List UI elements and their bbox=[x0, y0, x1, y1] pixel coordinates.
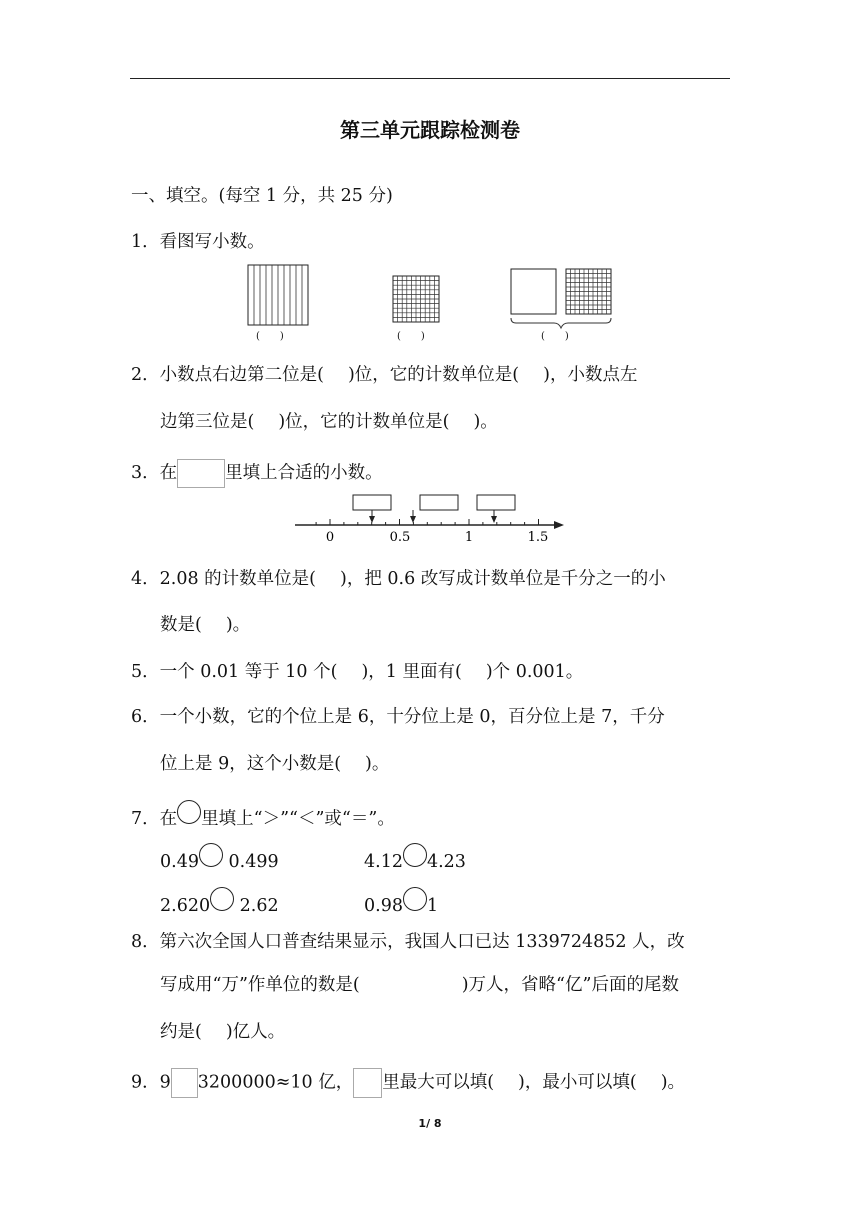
q8-text-b: )万人，省略“亿”后面的尾数 bbox=[461, 975, 679, 995]
q2-text-b: )位，它的计数单位是( bbox=[347, 365, 520, 385]
compare-left: 0.98 bbox=[364, 896, 403, 916]
q3-text-b: 里填上合适的小数。 bbox=[225, 463, 383, 483]
q4-text-d: )。 bbox=[225, 615, 251, 635]
q6-text-b: )。 bbox=[365, 754, 390, 774]
compare-left: 0.49 bbox=[160, 852, 199, 872]
q9-text-b: 3200000≈10 亿， bbox=[197, 1072, 354, 1093]
answer-box-3[interactable] bbox=[477, 495, 515, 510]
q4-text-a: 4．2.08 的计数单位是( bbox=[131, 569, 316, 589]
q9-text-a: 9．9 bbox=[131, 1072, 171, 1093]
compare-left: 2.620 bbox=[160, 896, 211, 916]
q2-text-d: 边第三位是( bbox=[160, 412, 255, 432]
q2-line1 bbox=[131, 363, 637, 387]
tick-label-3: 1.5 bbox=[527, 530, 549, 545]
q4-text-b: )，把 0.6 改写成计数单位是千分之一的小 bbox=[340, 569, 666, 589]
q2-text-a: 2．小数点右边第二位是( bbox=[131, 365, 324, 385]
q6-line2 bbox=[160, 752, 389, 776]
q1-text: 1．看图写小数。 bbox=[131, 232, 265, 252]
q9-text-c: 里最大可以填( bbox=[382, 1072, 495, 1093]
circle-icon bbox=[177, 800, 201, 824]
box-icon bbox=[177, 459, 225, 488]
q7-compare-2 bbox=[364, 843, 466, 874]
q2-line2 bbox=[160, 410, 498, 434]
q8-text-c: 约是( bbox=[160, 1022, 202, 1042]
q2-text-c: )，小数点左 bbox=[543, 365, 638, 385]
compare-right: 1 bbox=[426, 896, 439, 916]
tick-label-1: 0.5 bbox=[389, 530, 411, 545]
answer-box-1[interactable] bbox=[353, 495, 391, 510]
q7-line bbox=[131, 800, 395, 831]
q4-line1 bbox=[131, 567, 666, 591]
q1-figures bbox=[0, 0, 860, 360]
q7-compare-4 bbox=[364, 887, 438, 918]
q5-line bbox=[131, 660, 583, 684]
q7-text-b: 里填上“＞”“＜”或“＝”。 bbox=[201, 809, 395, 829]
q3-text-a: 3．在 bbox=[131, 463, 178, 483]
answer-paren-2[interactable]: ( ) bbox=[397, 331, 425, 342]
q8-line3 bbox=[160, 1020, 285, 1044]
q6-text-a: 位上是 9，这个小数是( bbox=[160, 754, 342, 774]
answer-circle[interactable] bbox=[403, 843, 427, 867]
page-number: 1/ 8 bbox=[418, 1117, 442, 1130]
q8-line1: 8．第六次全国人口普查结果显示，我国人口已达 1339724852 人，改 bbox=[131, 932, 685, 952]
compare-right: 4.23 bbox=[426, 852, 466, 872]
figure-square-and-grid bbox=[511, 269, 611, 314]
q5-text-c: )个 0.001。 bbox=[485, 662, 584, 682]
q3-line bbox=[131, 459, 383, 488]
q9-text-e: )。 bbox=[660, 1072, 686, 1093]
q5-text-a: 5．一个 0.01 等于 10 个( bbox=[131, 662, 338, 682]
q7-compare-1 bbox=[160, 843, 279, 874]
answer-circle[interactable] bbox=[210, 887, 234, 911]
q8-line2 bbox=[160, 973, 679, 997]
q8-text-a: 写成用“万”作单位的数是( bbox=[160, 975, 360, 995]
q4-line2 bbox=[160, 613, 250, 637]
answer-circle[interactable] bbox=[403, 887, 427, 911]
q2-text-e: )位，它的计数单位是( bbox=[278, 412, 450, 432]
answer-paren-1[interactable]: ( ) bbox=[256, 331, 284, 342]
answer-paren-3[interactable]: ( ) bbox=[541, 331, 569, 342]
q8-text-d: )亿人。 bbox=[225, 1022, 286, 1042]
q6-line1: 6．一个小数，它的个位上是 6，十分位上是 0，百分位上是 7，千分 bbox=[131, 707, 665, 727]
q5-text-b: )，1 里面有( bbox=[361, 662, 462, 682]
section-heading: 一、填空。(每空 1 分，共 25 分) bbox=[131, 186, 393, 206]
q9-line bbox=[131, 1068, 685, 1098]
figure-strips bbox=[248, 265, 308, 325]
answer-circle[interactable] bbox=[199, 843, 223, 867]
brace bbox=[511, 318, 611, 328]
figure-grid bbox=[393, 276, 439, 322]
compare-left: 4.12 bbox=[364, 852, 403, 872]
q7-compare-3 bbox=[160, 887, 279, 918]
box-icon bbox=[353, 1068, 382, 1098]
q9-text-d: )，最小可以填( bbox=[518, 1072, 637, 1093]
number-line bbox=[290, 488, 570, 548]
answer-box-2[interactable] bbox=[420, 495, 458, 510]
tick-label-0: 0 bbox=[325, 530, 335, 545]
compare-right: 0.499 bbox=[222, 852, 279, 872]
tick-label-2: 1 bbox=[464, 530, 474, 545]
page-title: 第三单元跟踪检测卷 bbox=[340, 118, 520, 142]
q2-text-f: )。 bbox=[473, 412, 498, 432]
q7-text-a: 7．在 bbox=[131, 809, 178, 829]
answer-box[interactable] bbox=[171, 1068, 198, 1098]
compare-right: 2.62 bbox=[234, 896, 279, 916]
q4-text-c: 数是( bbox=[160, 615, 202, 635]
